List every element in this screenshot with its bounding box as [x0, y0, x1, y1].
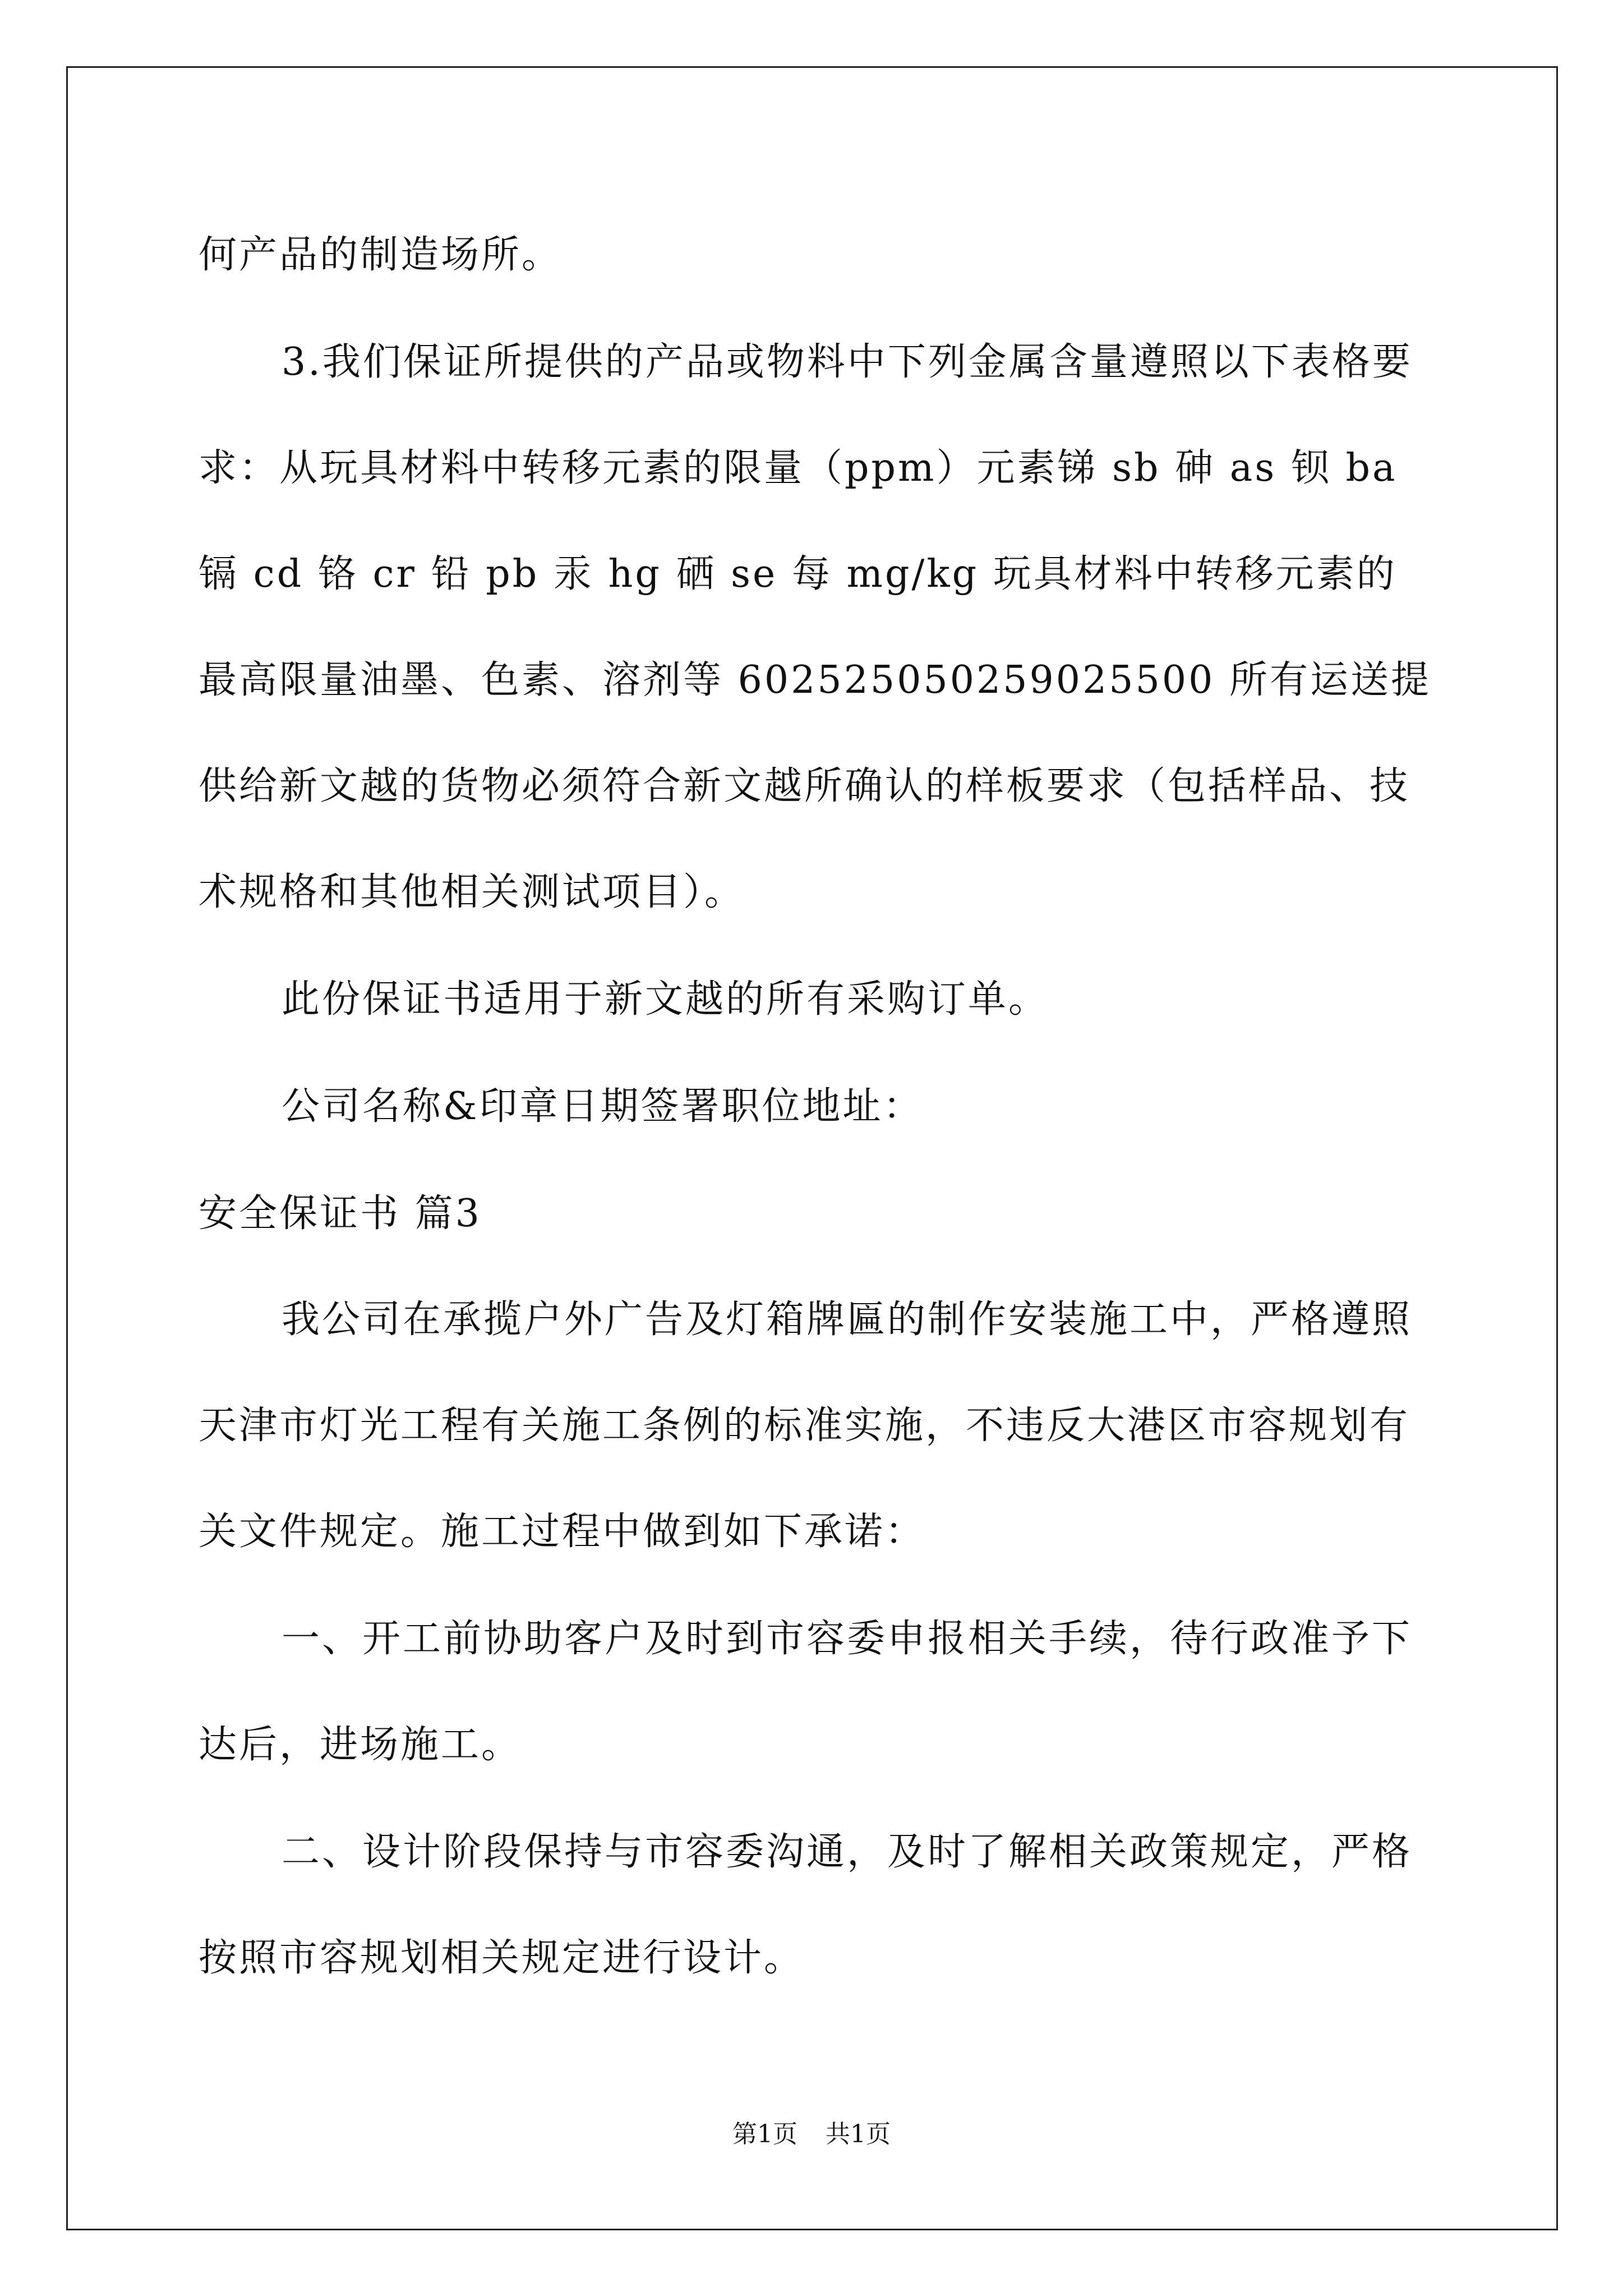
- section-heading: 安全保证书 篇3: [199, 1191, 482, 1236]
- paragraph-commitment-2: 二、设计阶段保持与市容委沟通，及时了解相关政策规定，严格按照市容规划相关规定进行设计。: [199, 1830, 1413, 1980]
- paragraph-metal-requirements: 3.我们保证所提供的产品或物料中下列金属含量遵照以下表格要求：从玩具材料中转移元素的限量（ppm）元素锑 sb 砷 as 钡 ba 镉 cd 铬 cr 铅 pb 汞 hg 硒 se 每 mg/kg 玩具材料中转移元素的最高限量油墨、色素、溶剂等 602525050259025500 所有运送提供给新文越的货物必须符合新文越所确认的样板要求（包括样品、技术规格和其他相关测试项目）。: [199, 340, 1431, 914]
- document-body: [199, 202, 1432, 2012]
- page-footer: [0, 2118, 1623, 2151]
- paragraph-applicability: 此份保证书适用于新文越的所有采购订单。: [282, 977, 1049, 1022]
- paragraph-continuation: 何产品的制造场所。: [199, 233, 562, 277]
- paragraph-signature-fields: 公司名称&印章日期签署职位地址：: [282, 1084, 924, 1129]
- paragraph-commitment-intro: 我公司在承揽户外广告及灯箱牌匾的制作安装施工中，严格遵照天津市灯光工程有关施工条例的标准实施，不违反大港区市容规划有关文件规定。施工过程中做到如下承诺：: [199, 1297, 1413, 1554]
- paragraph-commitment-1: 一、开工前协助客户及时到市容委申报相关手续，待行政准予下达后，进场施工。: [199, 1617, 1413, 1767]
- page-number: 第1页: [732, 2120, 797, 2148]
- page-total: 共1页: [826, 2120, 891, 2148]
